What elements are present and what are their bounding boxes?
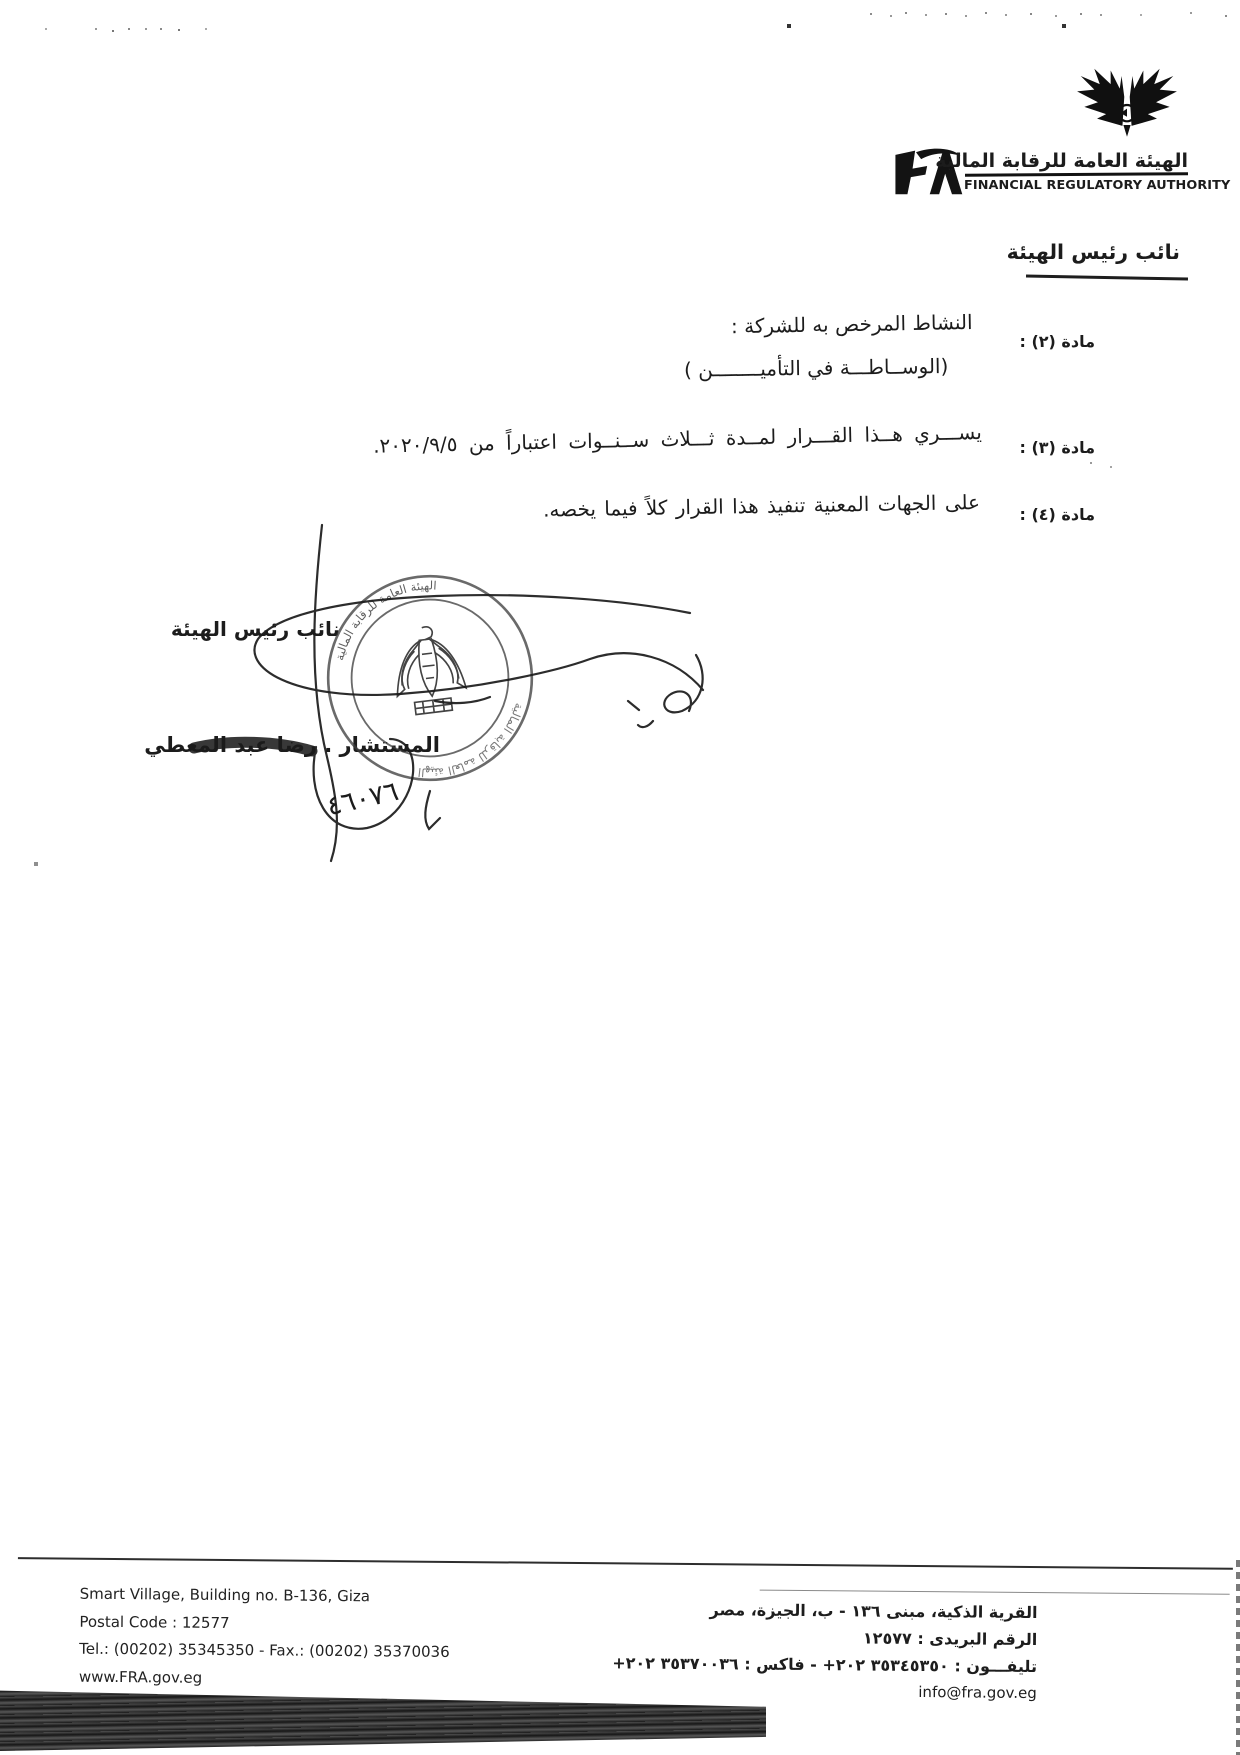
fra-logo (890, 62, 1231, 196)
footer-ar-email: info@fra.gov.eg (918, 1683, 1037, 1703)
footer-en-website: www.FRA.gov.eg (78, 1667, 203, 1687)
scan-edge-artifact (1236, 1560, 1240, 1755)
footer-address-arabic (612, 1595, 1038, 1707)
footer-ar-address: القرية الذكية، مبنى ١٣٦ - ب، الجيزة، مصر (709, 1600, 1038, 1623)
signer-name: المستشار . رضا عبد المعطي (144, 733, 440, 757)
scan-noise-dots (0, 0, 2, 2)
article-4-label: مادة (٤) : (1019, 505, 1095, 524)
article-3-line-1: يســـري هــذا القـــرار لمــدة ثـــلاث ســنــوات اعتباراً من ٢٠٢٠/٩/٥. (373, 420, 983, 458)
article-3-label: مادة (٣) : (1019, 438, 1095, 457)
article-2-label: مادة (٢) : (1019, 332, 1095, 351)
footer-address-english (79, 1581, 450, 1694)
footer-en-tel-fax: Tel.: (00202) 35345350 - Fax.: (00202) 35370036 (79, 1639, 450, 1661)
handwritten-number: ٤٦٠٧٦ (323, 775, 402, 823)
signature-scribble (130, 505, 780, 885)
stamp-ring-text-bottom: الهيئة العامة للرقابة المالية (417, 701, 527, 780)
footer-ar-tel-fax: تليفـــون : ٣٥٣٤٥٣٥٠ ٢٠٢+ - فاكس : ٣٥٣٧٠٠٣٦ ٢٠٢+ (612, 1653, 1038, 1677)
logo-divider (965, 172, 1188, 177)
article-2-line-1: النشاط المرخص به للشركة : (731, 310, 974, 339)
footer-divider-line (18, 1557, 1233, 1570)
org-name-arabic: الهيئة العامة للرقابة المالية (935, 150, 1188, 172)
footer-divider-line-2 (760, 1590, 1230, 1595)
footer-en-postal-code: Postal Code : 12577 (79, 1612, 230, 1632)
eagle-icon (1068, 62, 1186, 148)
article-4-line-1: على الجهات المعنية تنفيذ هذا القرار كلاً فيما يخصه. (542, 490, 981, 522)
footer-en-address: Smart Village, Building no. B-136, Giza (79, 1584, 371, 1606)
office-title-underline (1026, 274, 1188, 280)
article-2-line-2: (الوســاطـــة في التأميــــــــن ) (683, 354, 949, 382)
office-title: نائب رئيس الهيئة (1006, 240, 1180, 264)
org-name-english: FINANCIAL REGULATORY AUTHORITY (964, 178, 1231, 193)
signer-title: نائب رئيس الهيئة (170, 617, 340, 641)
stamp-ring-text-top: الهيئة العامة للرقابة المالية (332, 578, 438, 662)
footer-ar-postal-code: الرقم البريدى : ١٢٥٧٧ (862, 1628, 1038, 1650)
